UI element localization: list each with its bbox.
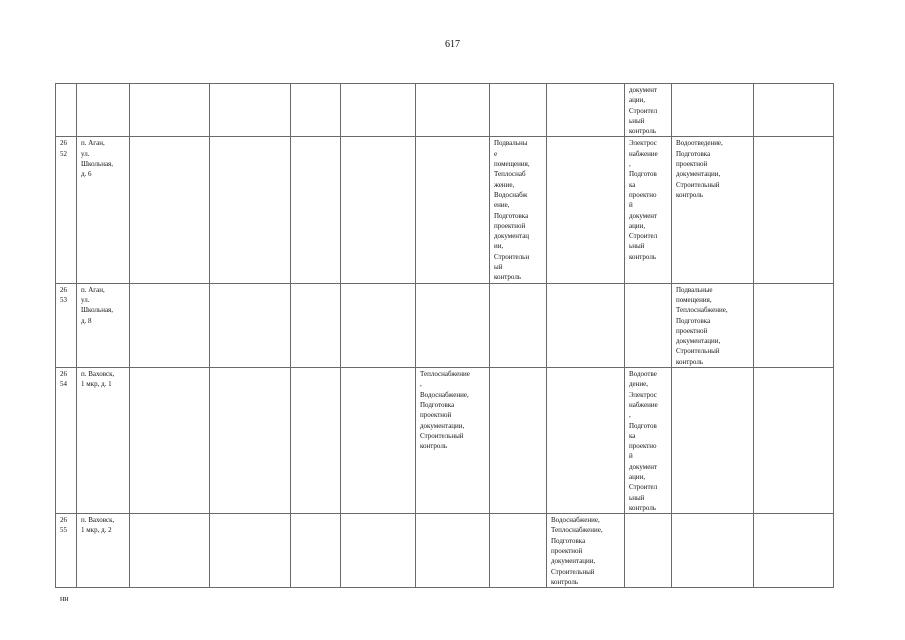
table-cell: [130, 514, 210, 588]
table-cell: [416, 137, 490, 283]
table-cell: [291, 368, 341, 514]
table-cell: [291, 137, 341, 283]
table-cell: [341, 368, 416, 514]
table-cell: [754, 137, 834, 283]
table-cell: [547, 368, 625, 514]
table-cell: [625, 514, 672, 588]
table-cell: [547, 84, 625, 137]
table-row: [56, 514, 834, 588]
table-row: [56, 84, 834, 137]
table-cell: [341, 84, 416, 137]
table-cell: [210, 84, 291, 137]
table-cell: [490, 368, 547, 514]
table-cell: [490, 84, 547, 137]
table-cell: [416, 283, 490, 367]
address-cell: п. Ваховск, 1 мкр, д. 1: [77, 368, 130, 514]
table-cell: [754, 368, 834, 514]
table-cell: Электрос набжение , Подготов ка проектно й документ ации, Строител ьный контроль: [625, 137, 672, 283]
table-cell: Подвальные помещения, Теплоснабжение, Подготовка проектной документации, Строительный контроль: [672, 283, 754, 367]
table-cell: [754, 514, 834, 588]
table-cell: Теплоснабжение , Водоснабжение, Подготовка проектной документации, Строительный контроль: [416, 368, 490, 514]
table-cell: Водоотве дение, Электрос набжение , Подготов ка проектно й документ ации, Строител ьный контроль: [625, 368, 672, 514]
row-number-cell: 26 55: [56, 514, 77, 588]
data-table: [55, 83, 834, 588]
table-cell: [672, 368, 754, 514]
table-cell: [625, 283, 672, 367]
table-cell: [754, 283, 834, 367]
footer-mark: нн: [60, 594, 69, 603]
table-cell: [416, 84, 490, 137]
table-cell: документ ации, Строител ьный контроль: [625, 84, 672, 137]
table-cell: [490, 514, 547, 588]
table-cell: [341, 283, 416, 367]
table-cell: [754, 84, 834, 137]
page-number: 617: [445, 39, 460, 50]
table-cell: [210, 514, 291, 588]
table-cell: [130, 137, 210, 283]
address-cell: п. Аган, ул. Школьная, д. 8: [77, 283, 130, 367]
row-number-cell: 26 53: [56, 283, 77, 367]
table-cell: Подвальны е помещения, Теплоснаб жение, Водоснабж ение, Подготовка проектной документац ии, Строительн ый контроль: [490, 137, 547, 283]
table-cell: [130, 84, 210, 137]
table-row: [56, 283, 834, 367]
row-number-cell: [56, 84, 77, 137]
address-cell: п. Ваховск, 1 мкр, д. 2: [77, 514, 130, 588]
table-cell: [490, 283, 547, 367]
table-cell: [291, 283, 341, 367]
table-cell: [130, 368, 210, 514]
address-cell: [77, 84, 130, 137]
row-number-cell: 26 52: [56, 137, 77, 283]
table-cell: [341, 137, 416, 283]
table-cell: [291, 84, 341, 137]
table-cell: [547, 137, 625, 283]
table-cell: [341, 514, 416, 588]
table-cell: Водоотведение, Подготовка проектной документации, Строительный контроль: [672, 137, 754, 283]
table-cell: [672, 514, 754, 588]
table-row: [56, 368, 834, 514]
table-cell: [130, 283, 210, 367]
table-cell: [210, 137, 291, 283]
table-cell: [291, 514, 341, 588]
row-number-cell: 26 54: [56, 368, 77, 514]
table-cell: [672, 84, 754, 137]
table-cell: [210, 368, 291, 514]
table-row: [56, 137, 834, 283]
table-cell: [416, 514, 490, 588]
address-cell: п. Аган, ул. Школьная, д. 6: [77, 137, 130, 283]
table-cell: [210, 283, 291, 367]
table-cell: [547, 283, 625, 367]
table-cell: Водоснабжение, Теплоснабжение, Подготовка проектной документации, Строительный контроль: [547, 514, 625, 588]
